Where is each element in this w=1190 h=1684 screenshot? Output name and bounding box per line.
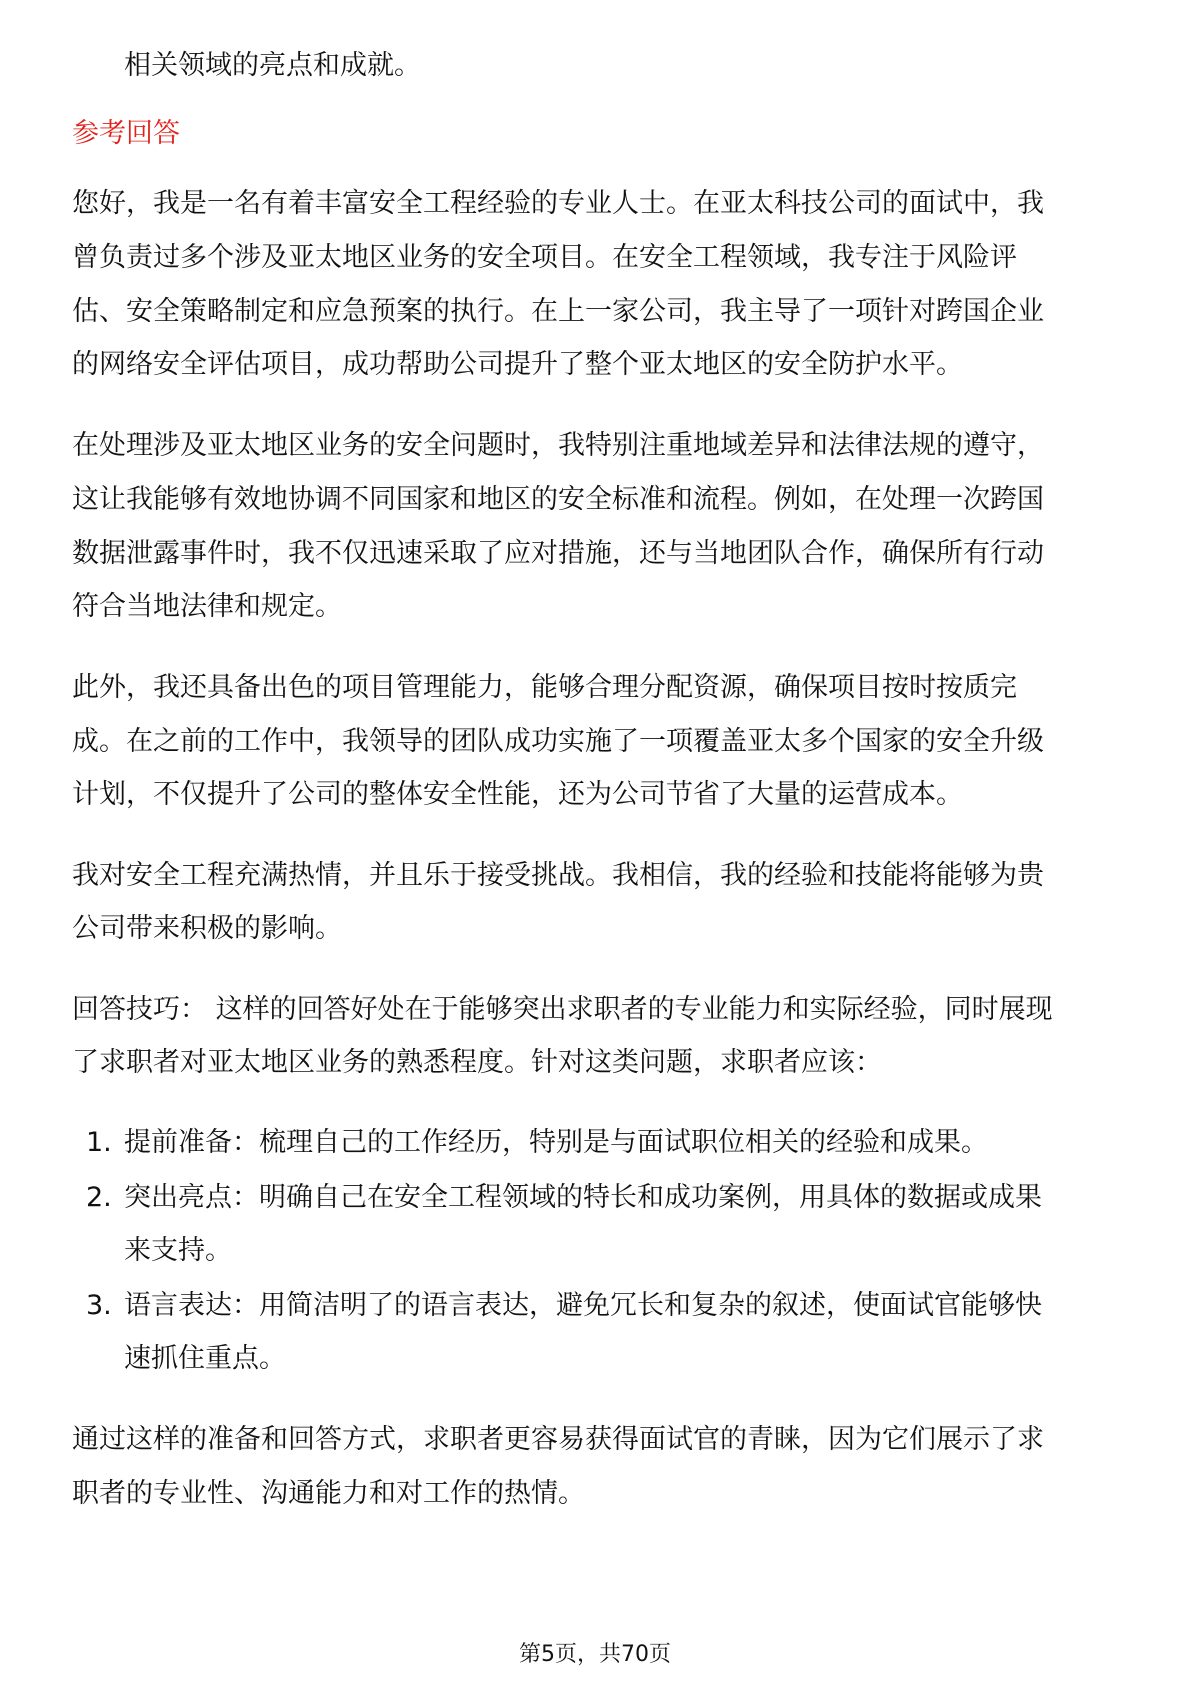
paragraph-line: 符合当地法律和规定。	[72, 591, 342, 622]
paragraph-line: 估、安全策略制定和应急预案的执行。在上一家公司，我主导了一项针对跨国企业	[72, 296, 1044, 327]
paragraph-line: 职者的专业性、沟通能力和对工作的热情。	[72, 1478, 585, 1509]
paragraph-line: 通过这样的准备和回答方式，求职者更容易获得面试官的青睐，因为它们展示了求	[72, 1424, 1044, 1455]
paragraph-line: 了求职者对亚太地区业务的熟悉程度。针对这类问题，求职者应该：	[72, 1047, 882, 1078]
list-item-text: 来支持。	[124, 1235, 232, 1266]
paragraph-line: 您好，我是一名有着丰富安全工程经验的专业人士。在亚太科技公司的面试中，我	[72, 188, 1044, 219]
intro-tail-line: 相关领域的亮点和成就。	[124, 50, 421, 81]
paragraph-line: 数据泄露事件时，我不仅迅速采取了应对措施，还与当地团队合作，确保所有行动	[72, 538, 1044, 569]
paragraph-line: 我对安全工程充满热情，并且乐于接受挑战。我相信，我的经验和技能将能够为贵	[72, 860, 1044, 891]
paragraph-line: 的网络安全评估项目，成功帮助公司提升了整个亚太地区的安全防护水平。	[72, 349, 963, 380]
list-item-number: 3.	[86, 1290, 112, 1321]
list-item-text: 语言表达：用简洁明了的语言表达，避免冗长和复杂的叙述，使面试官能够快	[124, 1290, 1042, 1321]
paragraph-line: 成。在之前的工作中，我领导的团队成功实施了一项覆盖亚太多个国家的安全升级	[72, 726, 1044, 757]
list-item-text: 突出亮点：明确自己在安全工程领域的特长和成功案例，用具体的数据或成果	[124, 1182, 1042, 1213]
paragraph-line: 公司带来积极的影响。	[72, 913, 342, 944]
page-number-footer: 第5页，共70页	[519, 1642, 671, 1667]
paragraph-line: 此外，我还具备出色的项目管理能力，能够合理分配资源，确保项目按时按质完	[72, 672, 1017, 703]
paragraph-line: 计划，不仅提升了公司的整体安全性能，还为公司节省了大量的运营成本。	[72, 779, 963, 810]
paragraph-line: 在处理涉及亚太地区业务的安全问题时，我特别注重地域差异和法律法规的遵守，	[72, 430, 1044, 461]
list-item-number: 1.	[86, 1127, 112, 1158]
section-heading: 参考回答	[72, 118, 180, 149]
paragraph-line: 这让我能够有效地协调不同国家和地区的安全标准和流程。例如，在处理一次跨国	[72, 484, 1044, 515]
list-item-text: 提前准备：梳理自己的工作经历，特别是与面试职位相关的经验和成果。	[124, 1127, 988, 1158]
list-item-number: 2.	[86, 1182, 112, 1213]
paragraph-line: 曾负责过多个涉及亚太地区业务的安全项目。在安全工程领域，我专注于风险评	[72, 242, 1017, 273]
list-item-text: 速抓住重点。	[124, 1343, 286, 1374]
paragraph-line: 回答技巧： 这样的回答好处在于能够突出求职者的专业能力和实际经验，同时展现	[72, 994, 1053, 1025]
